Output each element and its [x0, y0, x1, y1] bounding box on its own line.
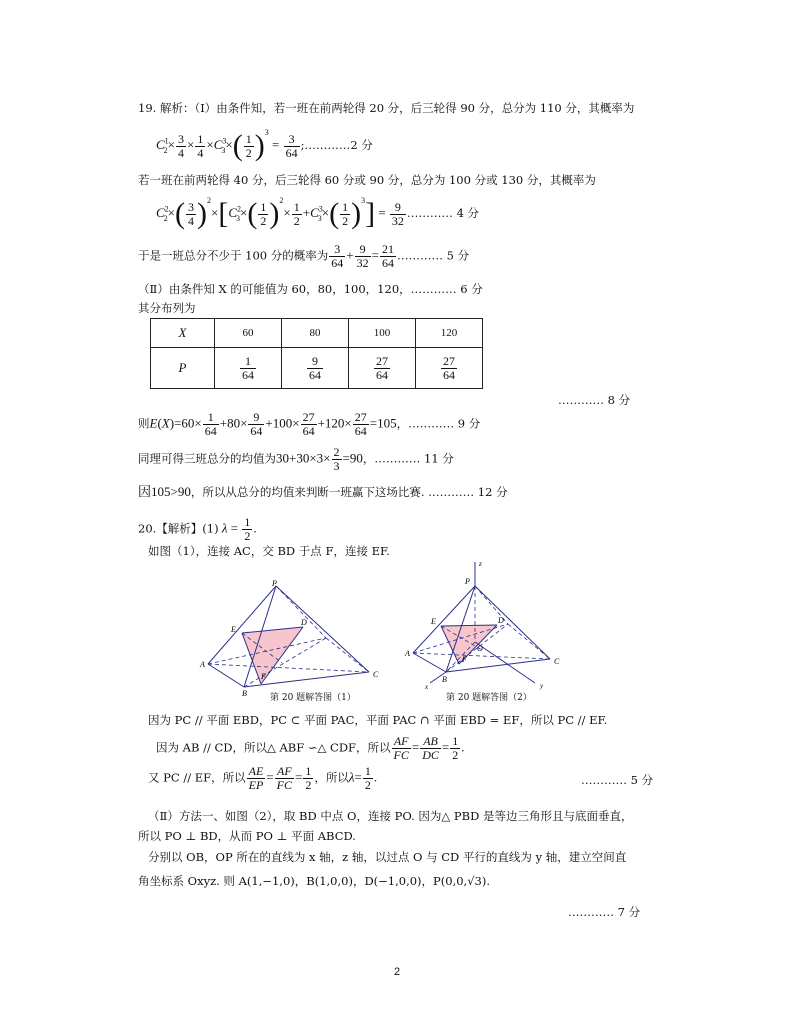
page-number: 2	[394, 966, 401, 978]
conclusion-suffix: ，所以从总分的均值来判断一班赢下这场比赛. ………… 12 分	[190, 485, 508, 499]
figure-1-caption: 第 20 题解答图（1）	[270, 693, 356, 703]
table-cell: $\frac{1}{64}$	[215, 348, 282, 389]
q19-conclusion: 因105>90，所以从总分的均值来判断一班赢下这场比赛. ………… 12 分	[138, 484, 508, 499]
svg-text:B: B	[442, 675, 447, 684]
distribution-table	[150, 318, 483, 389]
q20-line1: 如图（1），连接 AC，交 BD 于点 F，连接 EF.	[148, 544, 390, 558]
q19-equation-2: $C^2_2\times$( $\frac{3}{4}$ )$^2\times[C^2_3\times$( $\frac{1}{2}$ )$^2$× $\frac{1}{2}$ $+C^3_3\times$( $\frac{1}{2}$ )$^3$] = $\frac{9}{32}$ ………… 4 分	[156, 196, 480, 230]
table-cell: 60	[215, 319, 282, 348]
eq2-score: ………… 4 分	[406, 206, 480, 220]
q20-part2-line4: 角坐标系 Oxyz. 则 A(1,−1,0)，B(1,0,0)，D(−1,0,0)，P(0,0,√3).	[138, 874, 490, 888]
svg-text:D: D	[301, 618, 307, 627]
figure-2	[400, 558, 570, 698]
table-cell: 80	[282, 319, 349, 348]
score-7: ………… 7 分	[568, 905, 641, 919]
svg-text:P: P	[272, 579, 277, 588]
svg-text:E: E	[231, 625, 236, 634]
figure-2-caption: 第 20 题解答图（2）	[446, 693, 532, 703]
q20-part2-line3: 分别以 OB，OP 所在的直线为 x 轴，z 轴，以过点 O 与 CD 平行的直线为 y 轴，建立空间直	[148, 850, 627, 864]
q19-line3-prefix: 于是一班总分不少于 100 分的概率为	[138, 248, 329, 263]
svg-text:D: D	[498, 616, 504, 625]
table-row	[151, 319, 483, 348]
svg-text:B: B	[242, 689, 247, 698]
q19-expectation: 则E(X)=60× $\frac{1}{64}$ +80× $\frac{9}{64}$ +100× $\frac{27}{64}$ +120× $\frac{27}{64}$ =105，………… 9 分	[138, 410, 481, 438]
table-cell: 100	[349, 319, 416, 348]
svg-text:x: x	[425, 683, 429, 691]
q19-equation-1: $C^1_2\times$ $\frac{3}{4}$ × $\frac{1}{4}$ $\times C^3_3\times$( $\frac{1}{2}$ )$^3$ = $\frac{3}{64}$ ;…………2 分	[156, 128, 373, 162]
q20-line2: 因为 PC // 平面 EBD，PC ⊂ 平面 PAC，平面 PAC ∩ 平面 EBD = EF，所以 PC // EF.	[148, 713, 608, 727]
eq1-result-num: 3	[284, 133, 300, 147]
eq2-result-num: 9	[390, 201, 406, 215]
q20-line4-prefix: 又 PC // EF，所以	[148, 770, 246, 785]
table-header-x: X	[151, 319, 215, 348]
svg-text:E: E	[431, 617, 436, 626]
eq1-result-den: 64	[285, 145, 298, 160]
score-5: ………… 5 分	[581, 773, 654, 787]
q19-dist-label: 其分布列为	[138, 301, 196, 315]
expect-prefix: 则	[138, 416, 150, 431]
q19-line3: 于是一班总分不少于 100 分的概率为 $\frac{3}{64}$ + $\frac{9}{32}$ = $\frac{21}{64}$ ………… 5 分	[138, 242, 470, 270]
svg-text:A: A	[405, 649, 410, 658]
svg-text:C: C	[373, 670, 379, 679]
q20-head: 20.【解析】(1) λ = $\frac{1}{2}$ .	[138, 515, 257, 543]
class3-score: ，………… 11 分	[362, 451, 454, 466]
table-header-p: P	[151, 348, 215, 389]
svg-text:F: F	[261, 672, 266, 681]
svg-text:A: A	[200, 660, 205, 669]
class3-prefix: 同理可得三班总分的均值为	[138, 451, 276, 466]
q19-part2: （Ⅱ）由条件知 X 的可能值为 60，80，100，120，………… 6 分	[138, 282, 483, 296]
table-cell: $\frac{9}{64}$	[282, 348, 349, 389]
score-8: ………… 8 分	[558, 393, 631, 407]
q20-line4-mid: ，所以	[314, 770, 349, 785]
svg-text:y: y	[540, 682, 544, 690]
table-cell: 120	[416, 319, 483, 348]
q19-class3: 同理可得三班总分的均值为30+30×3× $\frac{2}{3}$ =90，………… 11 分	[138, 445, 454, 473]
eq1-score: ;…………2 分	[300, 138, 373, 152]
q20-line3-prefix: 因为 AB // CD，所以△ ABF ∽△ CDF，所以	[156, 740, 391, 755]
svg-text:P: P	[465, 577, 470, 586]
table-cell: $\frac{27}{64}$	[349, 348, 416, 389]
q20-line4: 又 PC // EF，所以 $\frac{AE}{EP}$ = $\frac{AF}{FC}$ = $\frac{1}{2}$ ，所以λ= $\frac{1}{2}$ .	[148, 764, 378, 792]
q19-line3-score: ………… 5 分	[396, 248, 470, 263]
table-row	[151, 348, 483, 389]
q20-head-text: 20.【解析】(1)	[138, 521, 219, 536]
table-cell: $\frac{27}{64}$	[416, 348, 483, 389]
eq2-result-den: 32	[391, 213, 404, 228]
svg-text:F: F	[462, 655, 467, 664]
expect-score: ，………… 9 分	[396, 416, 481, 431]
svg-text:z: z	[479, 560, 482, 568]
q20-part2-line1: （Ⅱ）方法一、如图（2），取 BD 中点 O，连接 PO. 因为△ PBD 是等边三角形且与底面垂直，	[148, 809, 633, 823]
q20-line3: 因为 AB // CD，所以△ ABF ∽△ CDF，所以 $\frac{AF}{FC}$ = $\frac{AB}{DC}$ = $\frac{1}{2}$ .	[156, 734, 465, 762]
svg-text:O: O	[477, 644, 483, 653]
svg-text:C: C	[554, 657, 560, 666]
q19-line2: 若一班在前两轮得 40 分，后三轮得 60 分或 90 分，总分为 100 分或 130 分，其概率为	[138, 173, 596, 187]
figure-1	[198, 578, 388, 702]
q19-intro: 19. 解析：（Ⅰ）由条件知，若一班在前两轮得 20 分，后三轮得 90 分，总分为 110 分，其概率为	[138, 101, 635, 115]
q20-part2-line2: 所以 PO ⊥ BD，从而 PO ⊥ 平面 ABCD.	[138, 829, 356, 843]
